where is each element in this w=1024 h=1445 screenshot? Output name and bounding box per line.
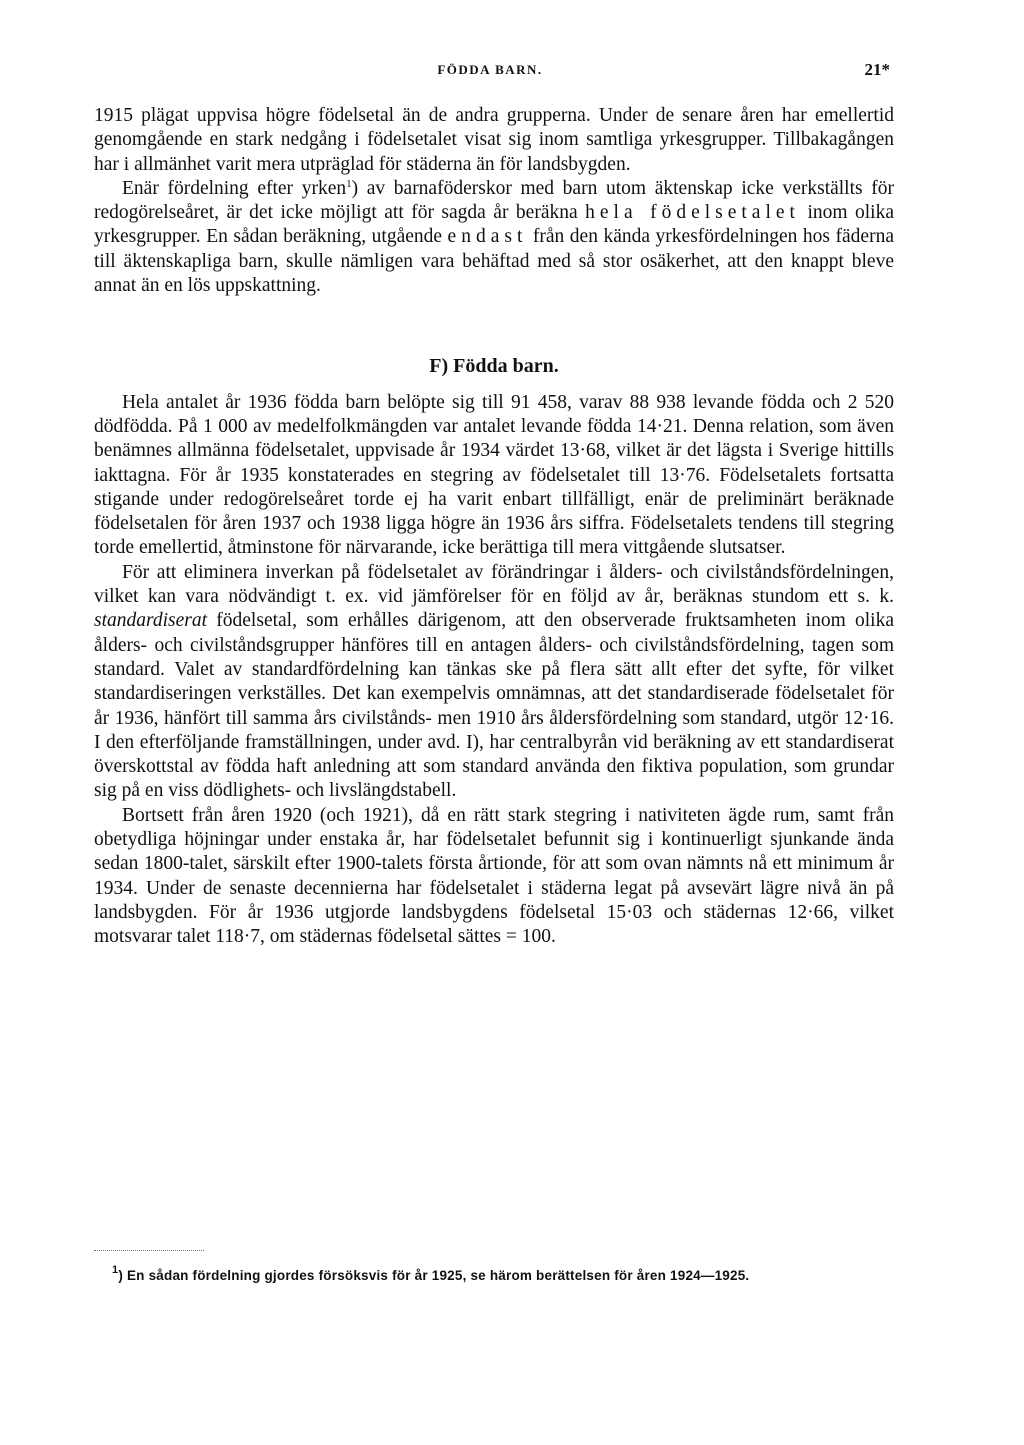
paragraph-text: födelsetal, som erhålles därigenom, att den observerade fruktsamheten inom olika ålders- och civilståndsgrupper hänföres till en antagen ålders- och civilståndsfördelning, tagen som standard. Valet av standardfördelning kan tänkas ske på flera sätt allt efter det syfte, för vilket standardiseringen verkställes. Det kan exempelvis omnämnas, att det standardiserade födelsetalet för år 1936, hänfört till samma års civilstånds- men 1910 års åldersfördelning som standard, utgör 12·16. I den efterföljande framställningen, under avd. I), har centralbyrån vid beräkning av ett standardiserat överskottstal av födda haft anledning att som standard använda den fiktiva population, som grundar sig på en viss dödlighets- och livslängdstabell.	[94, 610, 894, 802]
paragraph-standardized-rate	[94, 561, 894, 804]
paragraph-text: från den kända yrkesfördelningen hos fäderna till äktenskapliga barn, skulle nämligen vara behäftad med så stor osäkerhet, att den knappt bleve annat än en lös uppskattning.	[94, 226, 894, 297]
footnote	[112, 1264, 902, 1283]
emphasized-text: endast	[447, 226, 528, 248]
italic-term: standardiserat	[94, 610, 208, 632]
paragraph-text: Enär fördelning efter yrken	[122, 177, 347, 199]
paragraph-historical-trend: Bortsett från åren 1920 (och 1921), då en rätt stark stegring i nativiteten ägde rum, samt från obetydliga höjningar under enstaka år, har födelsetalet befunnit sig i kontinuerligt sjunkande ända sedan 1800-talet, särskilt efter 1900-talets första årtionde, för att som ovan nämnts nå ett minimum år 1934. Under de senaste decennierna har födelsetalet i städerna legat på avsevärt lägre nivå än på landsbygden. För år 1936 utgjorde landsbygdens födelsetal 15·03 och städernas 12·66, vilket motsvarar talet 118·7, om städernas födelsetal sättes = 100.	[94, 804, 894, 948]
section-heading: F) Födda barn.	[429, 355, 559, 378]
footnote-reference: 1	[346, 177, 352, 190]
paragraph-text: ) av barnaföderskor med barn utom äktenskap icke verkställts för redogörelseåret, är det icke möjligt att för sagda år beräkna	[94, 177, 894, 224]
footnote-divider	[94, 1250, 204, 1251]
paragraph-occupation-distribution	[94, 177, 894, 298]
paragraph-text: För att eliminera inverkan på födelsetalet av förändringar i ålders- och civilståndsfördelningen, vilket kan vara nödvändigt t. ex. vid jämförelser för en följd av år, beräknas stundom ett s. k.	[94, 561, 894, 608]
paragraph-continued: 1915 plägat uppvisa högre födelsetal än de andra grupperna. Under de senare åren har emellertid genomgående en stark nedgång i födelsetalet visat sig inom samtliga yrkesgrupper. Tillbakagången har i allmänhet varit mera utpräglad för städerna än för landsbygden.	[94, 105, 894, 175]
paragraph-births-total: Hela antalet år 1936 födda barn belöpte sig till 91 458, varav 88 938 levande födda och 2 520 dödfödda. På 1 000 av medelfolkmängden var antalet levande födda 14·21. Denna relation, som även benämnes allmänna födelsetalet, uppvisade år 1934 värdet 13·68, vilket är det lägsta i Sverige hittills iakttagna. För år 1935 konstaterades en stegring av födelsetalet till 13·76. Födelsetalets fortsatta stigande under redogörelseåret torde ej ha varit enbart tillfälligt, enär de preliminärt beräknade födelsetalen för åren 1937 och 1938 ligga högre än 1936 års siffra. Födelsetalets tendens till stegring torde emellertid, åtminstone för närvarande, icke berättiga till mera vittgående slutsatser.	[94, 391, 894, 559]
emphasized-text: hela födelsetalet	[585, 202, 800, 224]
page-header	[90, 62, 890, 86]
paragraph-text: inom olika yrkesgrupper. En sådan beräkning, utgående	[94, 202, 895, 248]
footnote-marker: 1	[112, 1264, 119, 1276]
footnote-text: ) En sådan fördelning gjordes försöksvis för år 1925, se härom berättelsen för åren 1924—1925.	[118, 1268, 750, 1283]
body-text	[94, 104, 894, 950]
running-title: FÖDDA BARN.	[437, 62, 543, 77]
page-number: 21*	[864, 60, 890, 79]
